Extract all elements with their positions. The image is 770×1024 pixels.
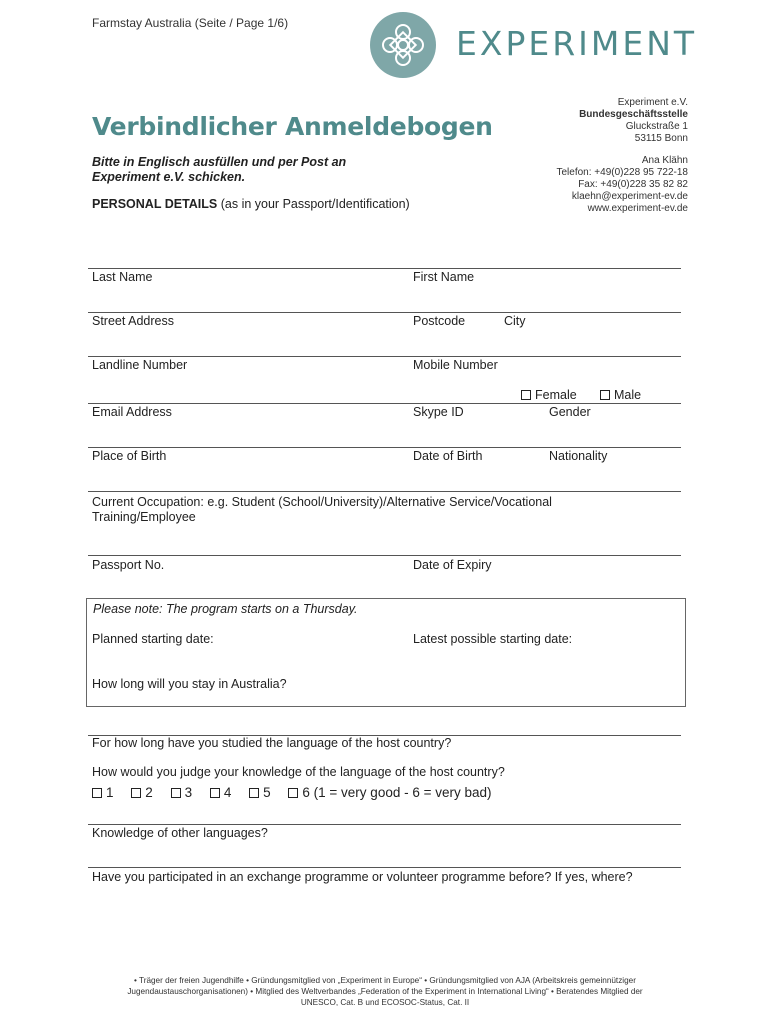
city-field[interactable]: City	[504, 314, 526, 328]
form-line	[88, 356, 681, 357]
form-line	[88, 312, 681, 313]
address-block: Experiment e.V. Bundesgeschäftsstelle Gluckstraße 1 53115 Bonn Ana Klähn Telefon: +49(0)228 95 722-18 Fax: +49(0)228 35 82 82 klaehn@experiment-ev.de www.experiment-ev.de	[556, 97, 688, 214]
language-rating-options	[92, 785, 506, 800]
checkbox-icon	[600, 390, 610, 400]
checkbox-icon	[210, 788, 220, 798]
checkbox-icon	[249, 788, 259, 798]
program-note: Please note: The program starts on a Thursday.	[93, 602, 358, 616]
nationality-field[interactable]: Nationality	[549, 449, 608, 463]
postcode-field[interactable]: Postcode	[413, 314, 466, 328]
duration-field[interactable]: How long will you stay in Australia?	[92, 677, 287, 691]
place-of-birth-field[interactable]: Place of Birth	[92, 449, 167, 463]
checkbox-icon	[171, 788, 181, 798]
landline-field[interactable]: Landline Number	[92, 358, 188, 372]
date-of-birth-field[interactable]: Date of Birth	[413, 449, 483, 463]
personal-details-heading: PERSONAL DETAILS (as in your Passport/Identification)	[92, 197, 410, 211]
form-line	[88, 491, 681, 492]
checkbox-icon	[521, 390, 531, 400]
latest-start-field[interactable]: Latest possible starting date:	[413, 632, 573, 646]
mobile-field[interactable]: Mobile Number	[413, 358, 498, 372]
page-title: Verbindlicher Anmeldebogen	[92, 112, 493, 141]
rating-option-1[interactable]: 1	[92, 785, 114, 800]
language-studied-field[interactable]: For how long have you studied the language of the host country?	[92, 736, 452, 750]
first-name-field[interactable]: First Name	[413, 270, 475, 284]
checkbox-icon	[131, 788, 141, 798]
rating-option-3[interactable]: 3	[171, 785, 193, 800]
rating-option-5[interactable]: 5	[249, 785, 271, 800]
checkbox-icon	[288, 788, 298, 798]
checkbox-icon	[92, 788, 102, 798]
occupation-field[interactable]: Current Occupation: e.g. Student (School/University)/Alternative Service/Vocational Training/Employee	[92, 495, 552, 524]
email-field[interactable]: Email Address	[92, 405, 172, 419]
planned-start-field[interactable]: Planned starting date:	[92, 632, 214, 646]
male-checkbox[interactable]: Male	[600, 388, 641, 402]
rating-option-4[interactable]: 4	[210, 785, 232, 800]
instruction-text: Bitte in Englisch ausfüllen und per Post an Experiment e.V. schicken.	[92, 155, 347, 184]
form-line	[88, 447, 681, 448]
page-label: Farmstay Australia (Seite / Page 1/6)	[92, 16, 289, 30]
expiry-field[interactable]: Date of Expiry	[413, 558, 492, 572]
celtic-knot-icon	[370, 12, 436, 78]
other-languages-field[interactable]: Knowledge of other languages?	[92, 826, 268, 840]
last-name-field[interactable]: Last Name	[92, 270, 153, 284]
rating-option-2[interactable]: 2	[131, 785, 153, 800]
form-line	[88, 867, 681, 868]
logo-wordmark: EXPERIMENT	[456, 24, 698, 63]
female-checkbox[interactable]: Female	[521, 388, 577, 402]
experiment-logo	[370, 12, 700, 78]
footer-text: • Träger der freien Jugendhilfe • Gründungsmitglied von „Experiment in Europe“ • Gründungsmitglied von AJA (Arbeitskreis gemeinnütziger Jugendaustauschorganisationen) • Mitglied des Weltverbandes „Federation of the Experiment in International Living“ • Beratendes Mitglied der UNESCO, Cat. B und ECOSOC-Status, Cat. II	[127, 976, 643, 1007]
skype-field[interactable]: Skype ID	[413, 405, 464, 419]
exchange-programme-field[interactable]: Have you participated in an exchange programme or volunteer programme before? If yes, where?	[92, 870, 633, 884]
gender-label: Gender	[549, 405, 591, 419]
rating-option-6[interactable]: 6 (1 = very good - 6 = very bad)	[288, 785, 491, 800]
form-line	[88, 268, 681, 269]
street-address-field[interactable]: Street Address	[92, 314, 174, 328]
language-judge-question: How would you judge your knowledge of the language of the host country?	[92, 765, 505, 779]
form-line	[88, 824, 681, 825]
form-line	[88, 403, 681, 404]
passport-field[interactable]: Passport No.	[92, 558, 165, 572]
form-line	[88, 555, 681, 556]
